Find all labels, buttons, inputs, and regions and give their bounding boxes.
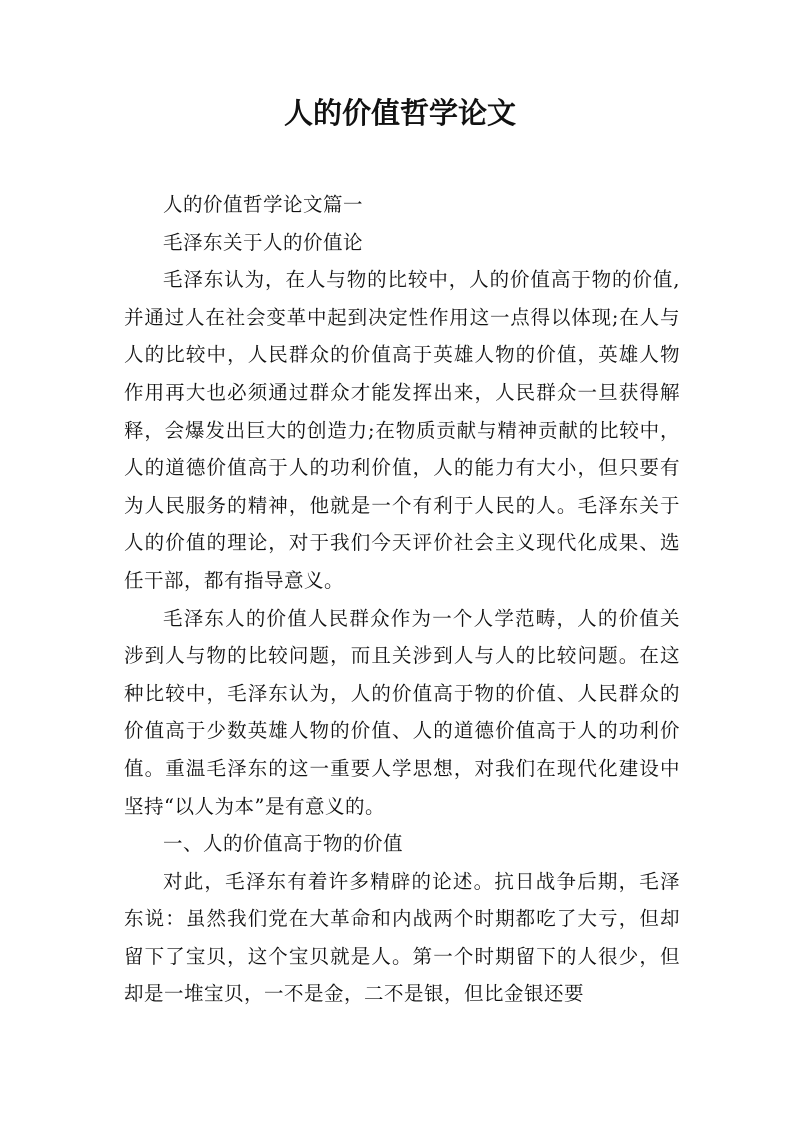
paragraph: 毛泽东人的价值人民群众作为一个人学范畴，人的价值关涉到人与物的比较问题，而且关涉到人与人的比较问题。在这种比较中，毛泽东认为，人的价值高于物的价值、人民群众的价值高于少数英雄人物的价值、人的道德价值高于人的功利价值。重温毛泽东的这一重要人学思想，对我们在现代化建设中坚持“以人为本”是有意义的。 — [124, 606, 680, 818]
paragraph: 对此，毛泽东有着许多精辟的论述。抗日战争后期，毛泽东说：虽然我们党在大革命和内战两个时期都吃了大亏，但却留下了宝贝，这个宝贝就是人。第一个时期留下的人很少，但却是一堆宝贝，一不是金，二不是银，但比金银还要 — [124, 869, 680, 1006]
paragraph-subtitle: 人的价值哲学论文篇一 — [163, 193, 364, 216]
document-body — [124, 186, 680, 1013]
paragraph-heading: 一、人的价值高于物的价值 — [163, 832, 404, 856]
paragraph-section-title: 毛泽东关于人的价值论 — [163, 230, 364, 254]
document-title: 人的价值哲学论文 — [283, 96, 516, 130]
paragraph: 毛泽东认为，在人与物的比较中，人的价值高于物的价值,并通过人在社会变革中起到决定性作用这一点得以体现;在人与人的比较中，人民群众的价值高于英雄人物的价值，英雄人物作用再大也必须通过群众才能发挥出来，人民群众一旦获得解释，会爆发出巨大的创造力;在物质贡献与精神贡献的比较中，人的道德价值高于人的功利价值，人的能力有大小，但只要有为人民服务的精神，他就是一个有利于人民的人。毛泽东关于人的价值的理论，对于我们今天评价社会主义现代化成果、选任干部，都有指导意义。 — [124, 268, 680, 592]
